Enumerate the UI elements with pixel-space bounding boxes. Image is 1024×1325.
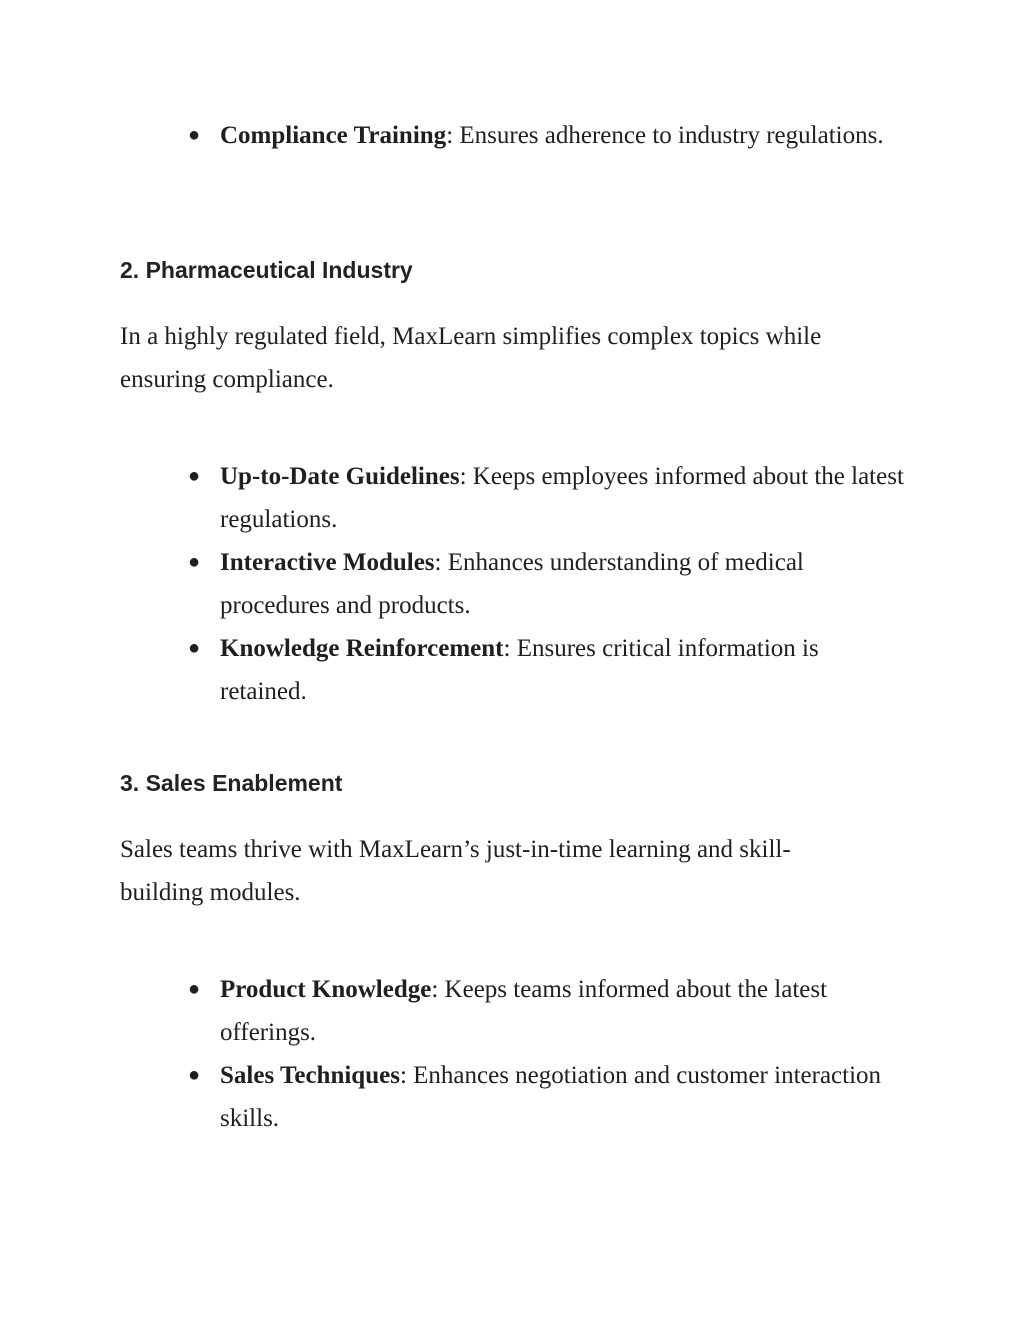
section-intro-pharmaceutical: In a highly regulated field, MaxLearn simplifies complex topics while ensuring compliance. [120, 323, 822, 393]
list-item-description: : Ensures adherence to industry regulations. [446, 122, 884, 149]
list-item-text [220, 968, 910, 1054]
bullet-icon: ● [188, 637, 201, 659]
list-item-text [220, 114, 910, 157]
list-item-term: Up-to-Date Guidelines [220, 463, 460, 490]
list-item-description: : Ensures critical information is retained. [220, 635, 819, 705]
bullet-icon: ● [188, 1064, 201, 1086]
list-item-description: : Keeps employees informed about the latest regulations. [220, 463, 904, 533]
section-heading-sales: 3. Sales Enablement [120, 770, 343, 796]
bullet-icon: ● [188, 551, 201, 573]
section-heading-pharmaceutical: 2. Pharmaceutical Industry [120, 257, 413, 283]
list-item-description: : Enhances understanding of medical procedures and products. [220, 549, 804, 619]
list-item-term: Interactive Modules [220, 549, 435, 576]
list-item-description: : Keeps teams informed about the latest offerings. [220, 976, 828, 1046]
list-item-description: : Enhances negotiation and customer interaction skills. [220, 1062, 882, 1132]
list-item-text [220, 627, 910, 713]
list-item-term: Sales Techniques [220, 1062, 400, 1089]
bullet-icon: ● [188, 465, 201, 487]
bullet-icon: ● [188, 978, 201, 1000]
section-intro-sales: Sales teams thrive with MaxLearn’s just-in-time learning and skill-building modules. [120, 836, 791, 906]
list-item-term: Product Knowledge [220, 976, 432, 1003]
list-item-text [220, 541, 910, 627]
list-item-text [220, 1054, 910, 1140]
list-item-term: Knowledge Reinforcement [220, 635, 504, 662]
bullet-icon: ● [188, 124, 201, 146]
list-item-text [220, 455, 910, 541]
list-item-term: Compliance Training [220, 122, 447, 149]
